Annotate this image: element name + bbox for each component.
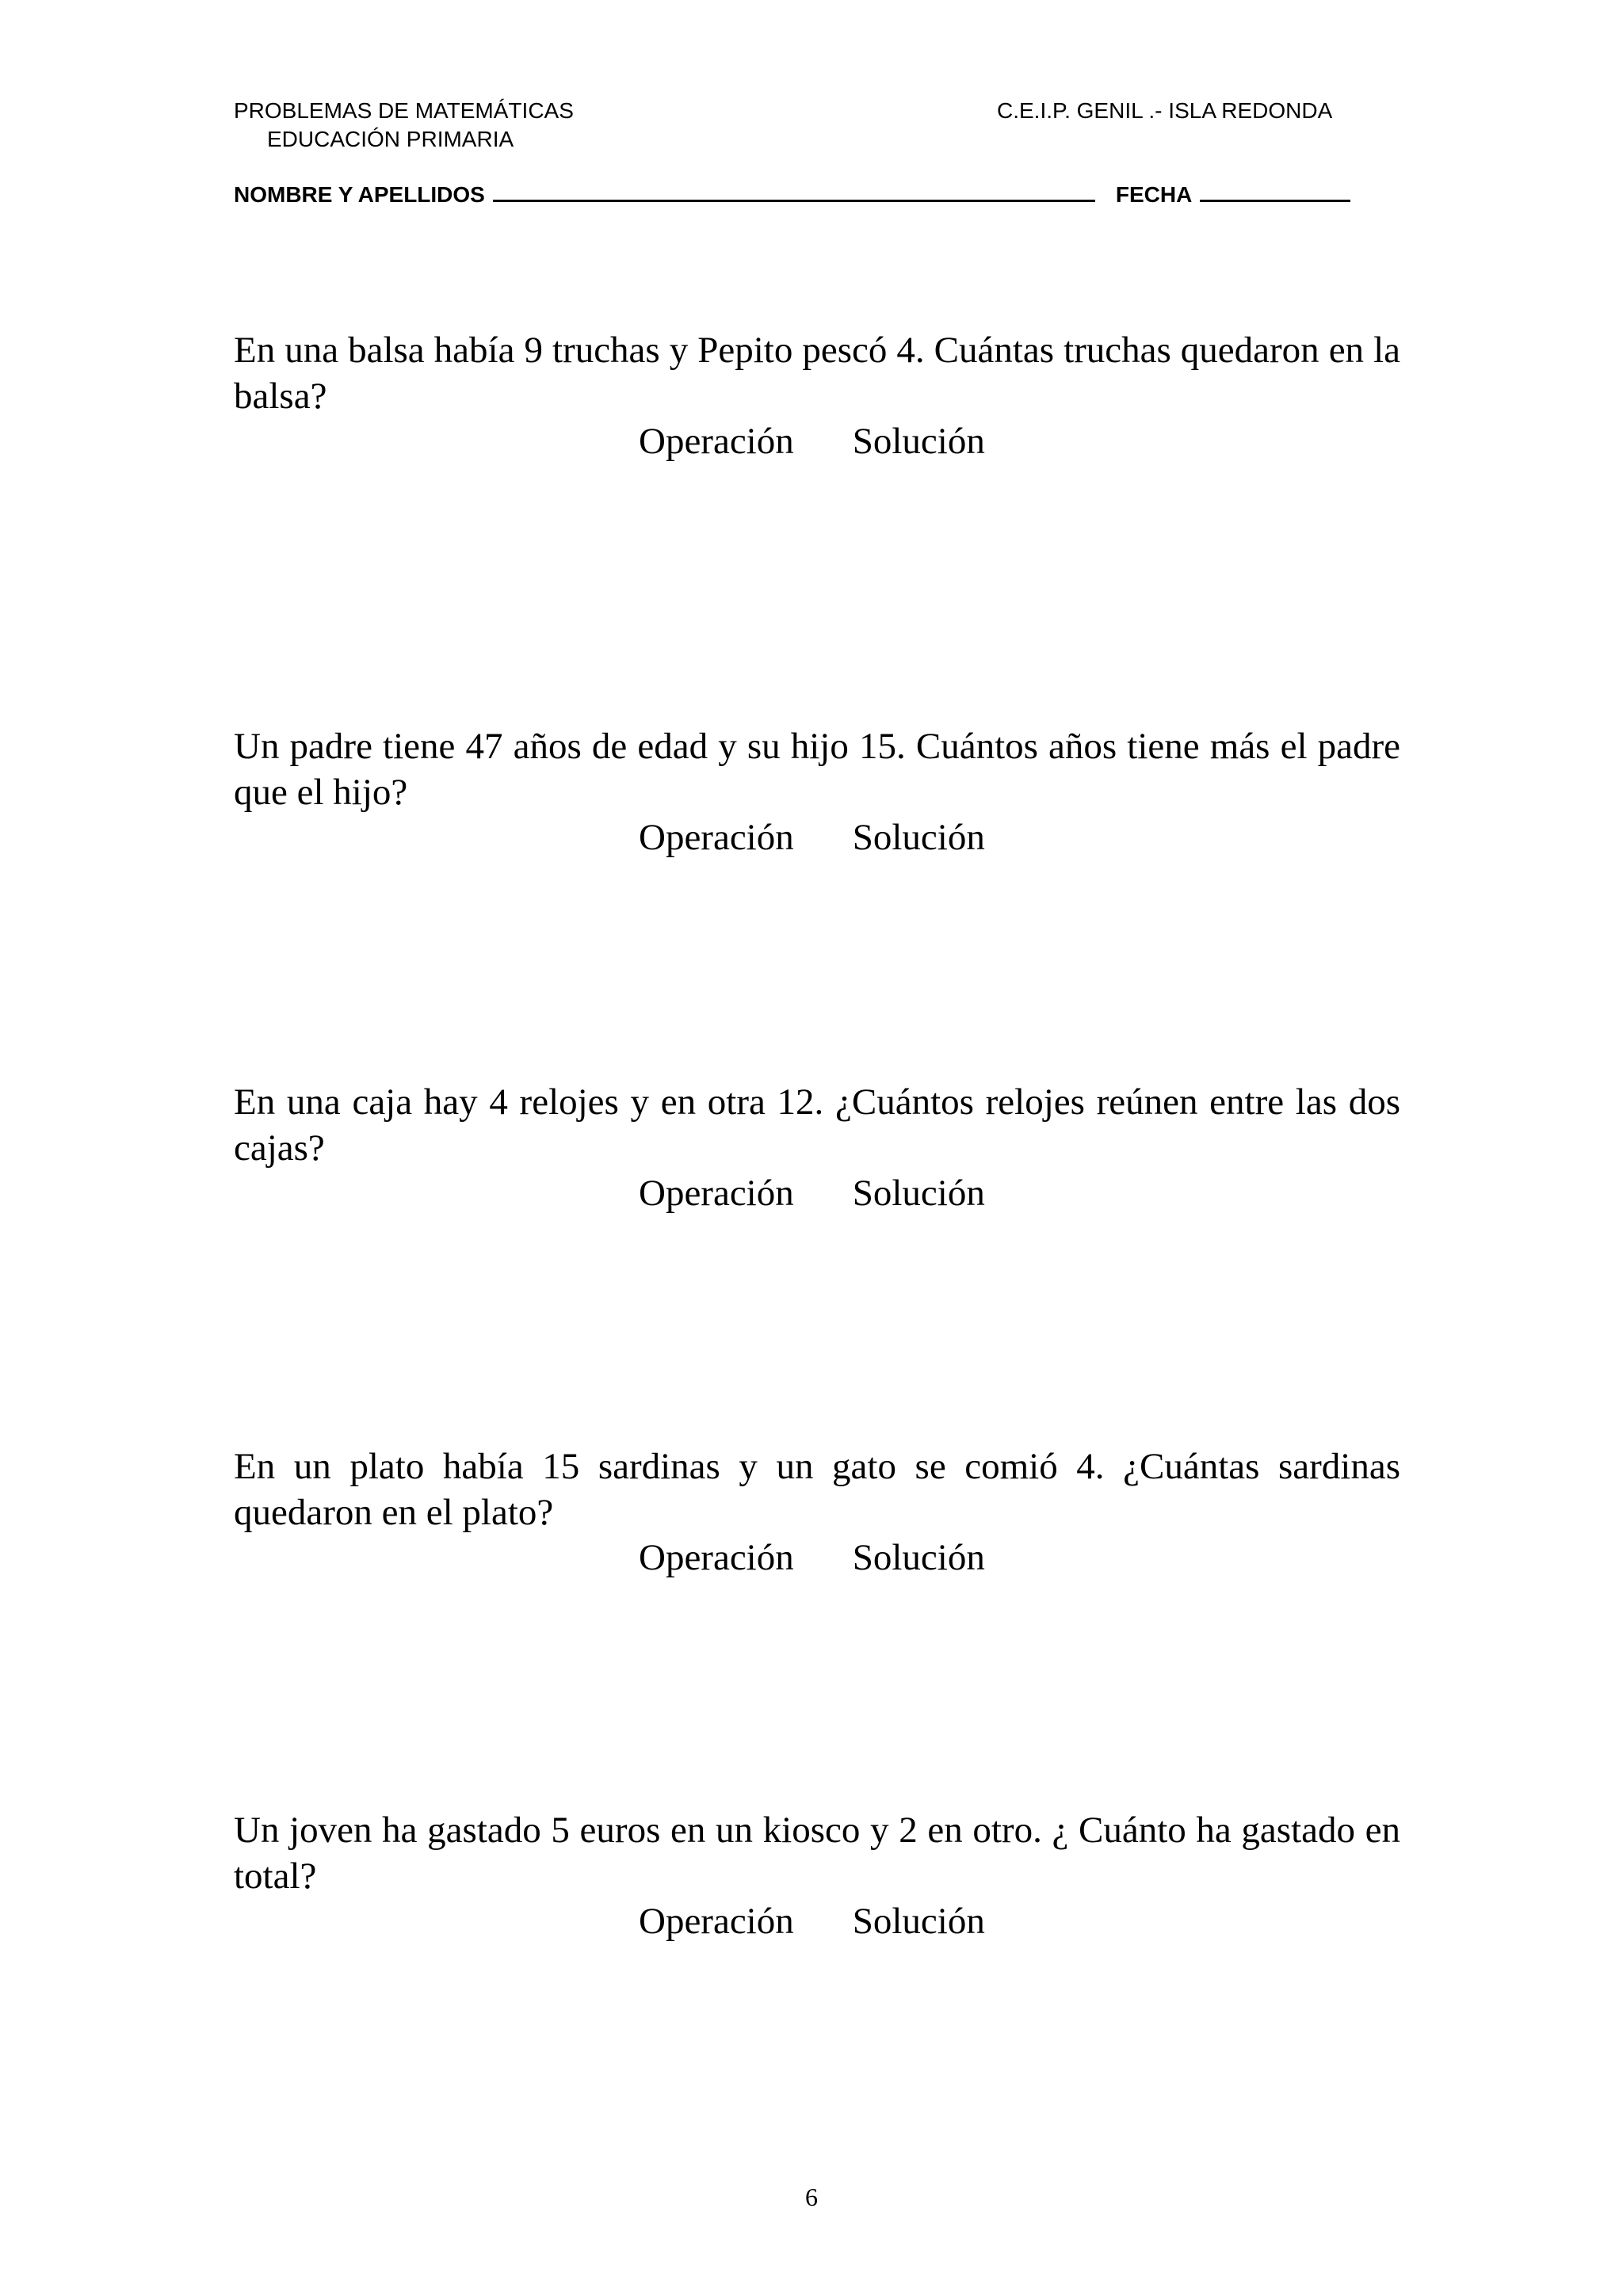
name-blank-line[interactable] (493, 181, 1095, 202)
date-blank-line[interactable] (1200, 181, 1350, 202)
problem-question: En un plato había 15 sardinas y un gato se comió 4. ¿Cuántas sardinas quedaron en el plato? (234, 1446, 1400, 1533)
problem-question: Un joven ha gastado 5 euros en un kiosco y 2 en otro. ¿ Cuánto ha gastado en total? (234, 1810, 1400, 1897)
answer-labels (234, 1899, 1400, 1943)
problem-3 (234, 1079, 1400, 1215)
page-number: 6 (805, 2183, 818, 2211)
problem-question: En una caja hay 4 relojes y en otra 12. ¿Cuántos relojes reúnen entre las dos cajas? (234, 1081, 1400, 1169)
name-label: NOMBRE Y APELLIDOS (234, 182, 485, 207)
operation-label: Operación (639, 1537, 794, 1578)
operation-label: Operación (639, 1173, 794, 1214)
solution-label: Solución (852, 1537, 985, 1578)
problem-2 (234, 723, 1400, 860)
date-label: FECHA (1115, 182, 1193, 207)
answer-labels (234, 1171, 1400, 1215)
problem-question: Un padre tiene 47 años de edad y su hijo 15. Cuántos años tiene más el padre que el hijo? (234, 726, 1400, 813)
header-subject-title: PROBLEMAS DE MATEMÁTICAS (234, 98, 574, 123)
header-subject-level: EDUCACIÓN PRIMARIA (267, 127, 514, 151)
answer-labels (234, 1535, 1400, 1580)
solution-label: Solución (852, 817, 985, 858)
problem-question: En una balsa había 9 truchas y Pepito pescó 4. Cuántas truchas quedaron en la balsa? (234, 330, 1400, 417)
solution-label: Solución (852, 1173, 985, 1214)
solution-label: Solución (852, 1901, 985, 1942)
problem-1 (234, 327, 1400, 463)
operation-label: Operación (639, 1901, 794, 1942)
header-subject (234, 97, 574, 154)
operation-label: Operación (639, 421, 794, 462)
problem-4 (234, 1444, 1400, 1580)
header-school: C.E.I.P. GENIL .- ISLA REDONDA (997, 98, 1333, 123)
answer-labels (234, 815, 1400, 860)
problem-5 (234, 1807, 1400, 1943)
student-info-line (234, 181, 1350, 209)
answer-labels (234, 419, 1400, 463)
solution-label: Solución (852, 421, 985, 462)
operation-label: Operación (639, 817, 794, 858)
